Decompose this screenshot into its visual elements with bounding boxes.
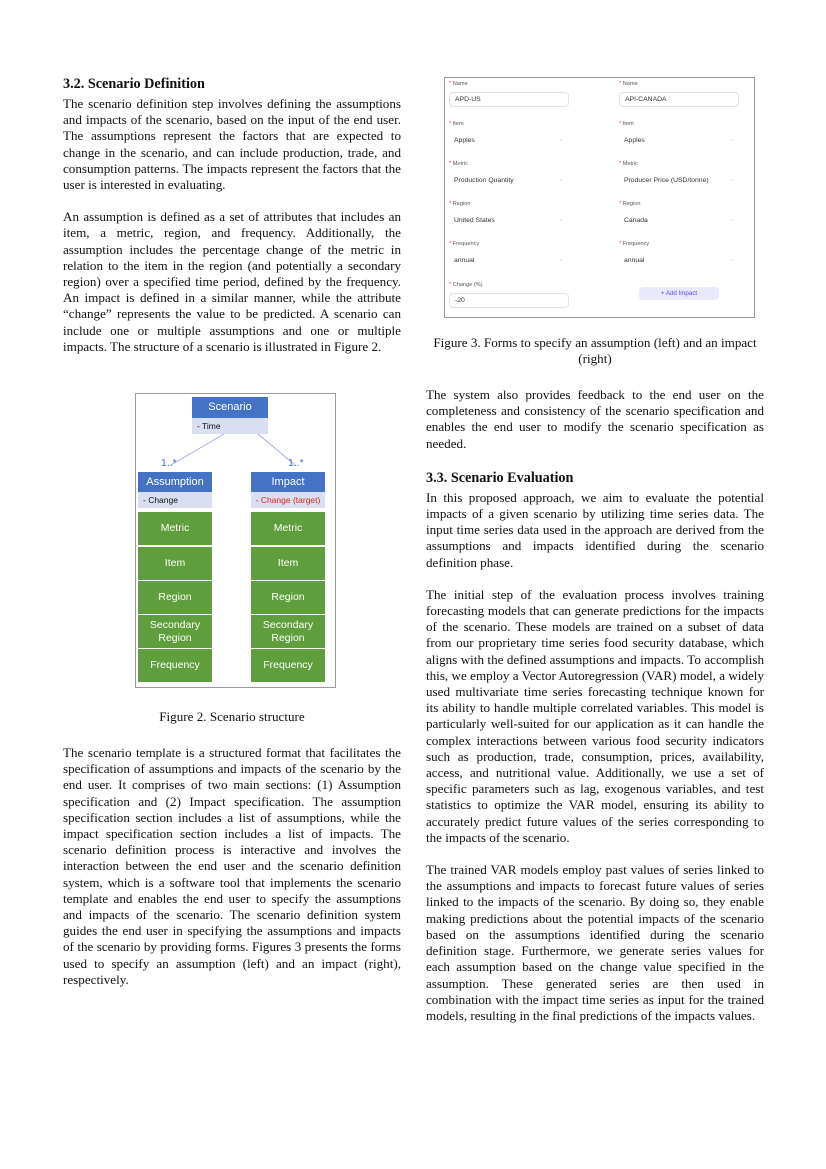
impact-change-target-attribute: - Change (target) bbox=[251, 492, 325, 508]
scenario-time-attribute: - Time bbox=[192, 418, 268, 434]
metric-label: * Metric bbox=[449, 161, 468, 167]
frequency-label: * Frequency bbox=[619, 241, 650, 247]
scenario-class-header: Scenario bbox=[192, 397, 268, 418]
paragraph: In this proposed approach, we aim to evaluate the potential impacts of a given scenario by utilizing time series data. The input time series data used in the approach are derived from the assumptions and impacts identified during the scenario definition phase. bbox=[426, 489, 764, 570]
metric-label: * Metric bbox=[619, 161, 638, 167]
add-impact-button[interactable]: + Add Impact bbox=[639, 287, 719, 300]
name-label: * Name bbox=[449, 81, 468, 87]
figure-2-scenario-structure bbox=[135, 393, 336, 688]
impact-metric-select[interactable]: Producer Price (USD/tonne) ⌄ bbox=[619, 173, 739, 188]
region-label: * Region bbox=[619, 201, 641, 207]
chevron-down-icon: ⌄ bbox=[728, 217, 734, 223]
item-label: * Item bbox=[619, 121, 634, 127]
paragraph: The system also provides feedback to the end user on the completeness and consistency of the scenario specification and enables the end user to modify the scenario specification as needed. bbox=[426, 387, 764, 451]
impact-multiplicity: 1..* bbox=[288, 457, 304, 469]
assumption-class-header: Assumption bbox=[138, 472, 212, 492]
figure-2-caption: Figure 2. Scenario structure bbox=[159, 709, 305, 724]
impact-attr-frequency: Frequency bbox=[251, 649, 325, 682]
right-column bbox=[426, 387, 764, 1024]
assumption-attr-metric: Metric bbox=[138, 512, 212, 545]
assumption-attr-region: Region bbox=[138, 581, 212, 614]
chevron-down-icon: ⌄ bbox=[728, 177, 734, 183]
impact-frequency-select[interactable]: annual ⌄ bbox=[619, 253, 739, 268]
impact-name-input[interactable]: API-CANADA bbox=[619, 92, 739, 107]
chevron-down-icon: ⌄ bbox=[558, 177, 564, 183]
assumption-frequency-select[interactable]: annual ⌄ bbox=[449, 253, 569, 268]
impact-attr-item: Item bbox=[251, 547, 325, 580]
assumption-multiplicity: 1..* bbox=[161, 457, 177, 469]
section-heading-scenario-definition: 3.2. Scenario Definition bbox=[63, 76, 205, 92]
impact-attr-secondary-region: Secondary Region bbox=[251, 615, 325, 648]
impact-attr-region: Region bbox=[251, 581, 325, 614]
assumption-change-attribute: - Change bbox=[138, 492, 212, 508]
chevron-down-icon: ⌄ bbox=[558, 257, 564, 263]
assumption-name-input[interactable]: APD-US bbox=[449, 92, 569, 107]
paragraph: The scenario definition step involves defining the assumptions and impacts of the scenario, based on the input of the end user. The assumptions represent the factors that are expected to change in the scenario, and can include production, trade, and consumption patterns. The impacts represent the factors that the user is interested in evaluating. bbox=[63, 96, 401, 193]
region-label: * Region bbox=[449, 201, 471, 207]
chevron-down-icon: ⌄ bbox=[728, 137, 734, 143]
assumption-region-select[interactable]: United States ⌄ bbox=[449, 213, 569, 228]
paragraph: The initial step of the evaluation process involves training forecasting models that can generate predictions for the impacts of the scenario. These models are trained on a subset of data from our proprietary time series food security database, which aligns with the defined assumptions and impacts. To accomplish this, we employ a Vector Autoregression (VAR) model, a widely used multivariate time series forecasting technique known for its ability to handle multiple correlated variables. This model is particularly well-suited for our application as it can handle the complex interactions between various food security indicators such as production, trade, consumption, prices, availability, access, and nutritional value. Additionally, we use a set of specific parameters such as lag, exogenous variables, and test statistics to optimize the VAR model, ensuring its ability to accurately predict future values of the series corresponding to the impacts of the scenario. bbox=[426, 586, 764, 845]
frequency-label: * Frequency bbox=[449, 241, 480, 247]
name-label: * Name bbox=[619, 81, 638, 87]
left-column-lower bbox=[63, 745, 401, 988]
left-column bbox=[63, 75, 401, 355]
assumption-item-select[interactable]: Apples ⌄ bbox=[449, 133, 569, 148]
assumption-attr-secondary-region: Secondary Region bbox=[138, 615, 212, 648]
impact-item-select[interactable]: Apples ⌄ bbox=[619, 133, 739, 148]
chevron-down-icon: ⌄ bbox=[558, 137, 564, 143]
assumption-attr-item: Item bbox=[138, 547, 212, 580]
impact-region-select[interactable]: Canada ⌄ bbox=[619, 213, 739, 228]
assumption-change-input[interactable]: -20 bbox=[449, 293, 569, 308]
assumption-metric-select[interactable]: Production Quantity ⌄ bbox=[449, 173, 569, 188]
section-heading-scenario-evaluation: 3.3. Scenario Evaluation bbox=[426, 469, 574, 486]
change-label: * Change (%) bbox=[449, 282, 483, 288]
chevron-down-icon: ⌄ bbox=[558, 217, 564, 223]
paragraph: The scenario template is a structured format that facilitates the specification of assumptions and impacts of the scenario by the end user. It comprises of two main sections: (1) Assumption specification and (2) Impact specification. The assumption specification section includes a list of assumptions, while the impact specification section includes a list of impacts. The scenario definition process is interactive and involves the interaction between the end user and the scenario definition system, which is a software tool that implements the scenario template and enables the end user to specify the assumptions and impacts of the scenario. The scenario definition system guides the end user in specifying the assumptions and impacts of the scenario by providing forms. Figures 3 presents the forms used to specify an assumption (left) and an impact (right), respectively. bbox=[63, 745, 401, 987]
impact-class-header: Impact bbox=[251, 472, 325, 492]
paragraph: An assumption is defined as a set of attributes that includes an item, a metric, region, and frequency. Additionally, the assumption includes the percentage change of the metric in relation to the item in the region (and potentially a secondary region) over a specified time period, defined by the frequency. An impact is defined in a similar manner, while the attribute “change” represents the value to be predicted. A scenario can include one or multiple assumptions and one or multiple impacts. The structure of a scenario is illustrated in Figure 2. bbox=[63, 209, 401, 354]
figure-3-forms bbox=[444, 77, 755, 318]
paragraph: The trained VAR models employ past values of series linked to the assumptions and impacts to forecast future values of series linked to the impacts of the scenario. By doing so, they enable making predictions about the potential impacts of the scenario based on the assumptions identified during the scenario definition stage. Furthermore, we generate series values for each assumption based on the change value specified in the assumption. These generated series are then used in combination with the impact time series as input for the trained models, resulting in the final predictions of the impacts values. bbox=[426, 862, 764, 1023]
item-label: * Item bbox=[449, 121, 464, 127]
figure-3-caption: Figure 3. Forms to specify an assumption (left) and an impact (right) bbox=[433, 335, 757, 367]
assumption-attr-frequency: Frequency bbox=[138, 649, 212, 682]
chevron-down-icon: ⌄ bbox=[728, 257, 734, 263]
impact-attr-metric: Metric bbox=[251, 512, 325, 545]
